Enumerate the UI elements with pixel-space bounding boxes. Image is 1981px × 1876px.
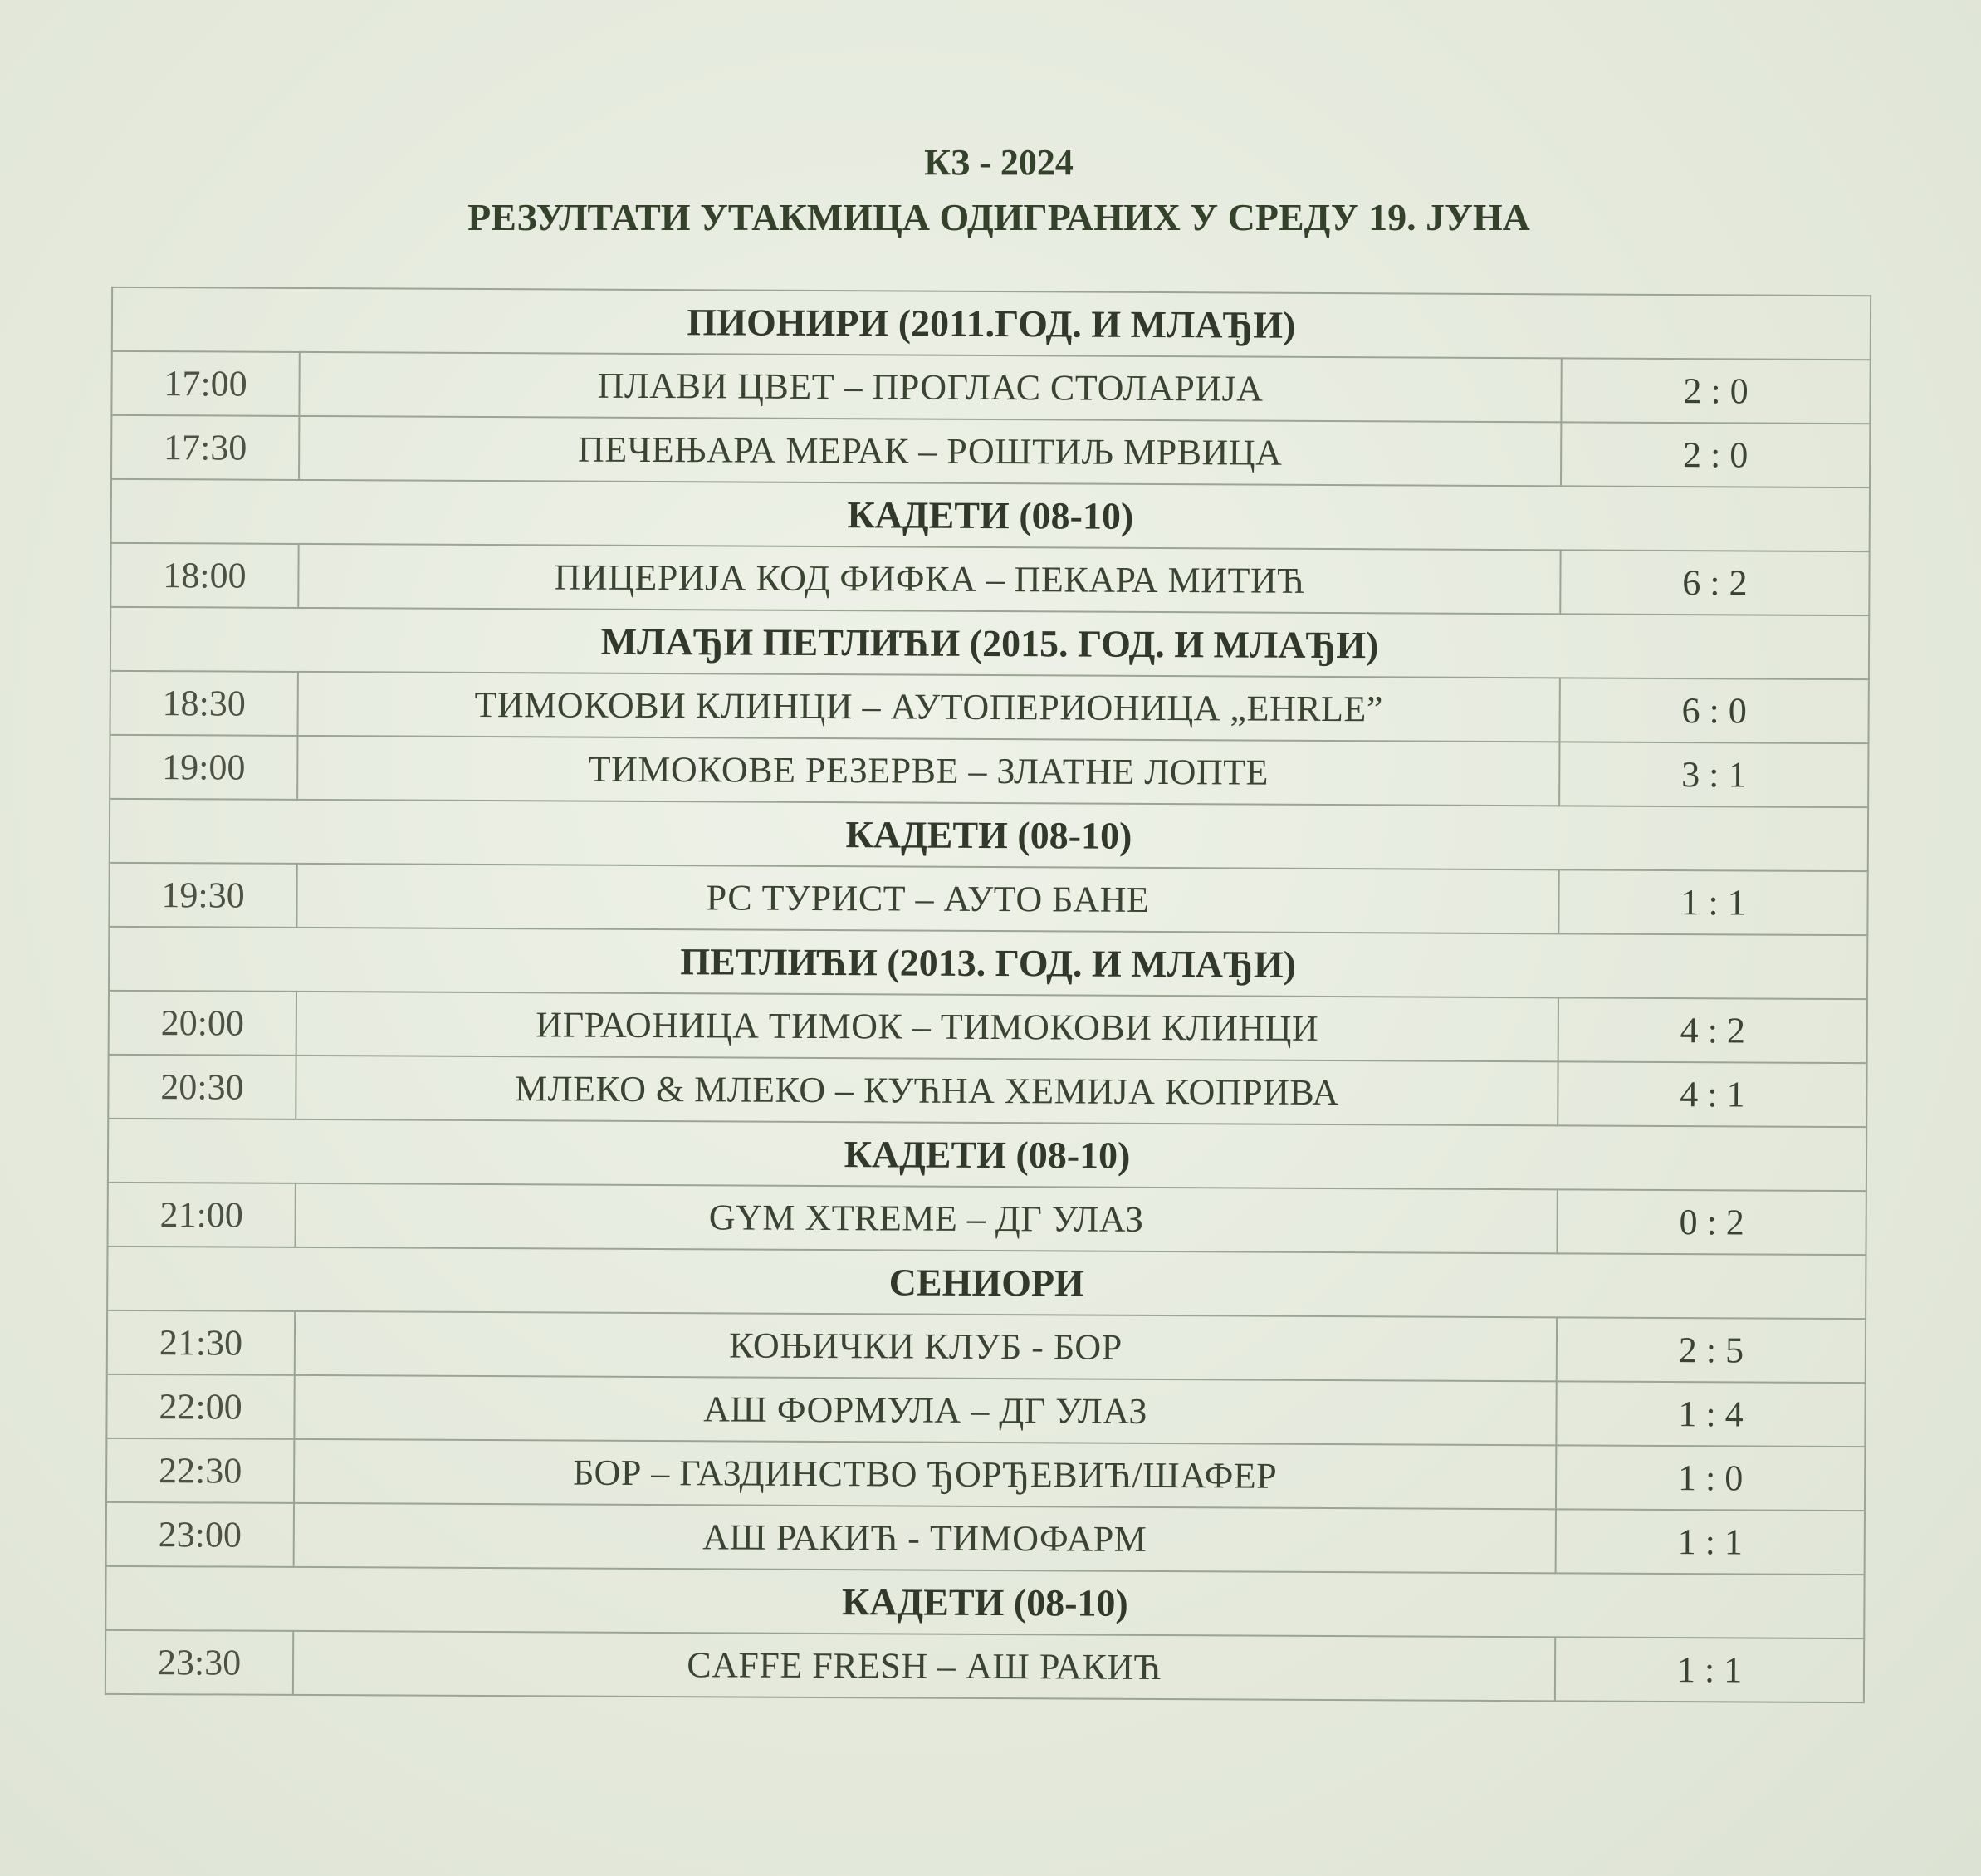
match-teams: ПЛАВИ ЦВЕТ – ПРОГЛАС СТОЛАРИЈА [299, 352, 1561, 422]
match-row [110, 735, 1868, 807]
match-teams: БОР – ГАЗДИНСТВО ЂОРЂЕВИЋ/ШАФЕР [294, 1439, 1556, 1509]
section-title: МЛАЂИ ПЕТЛИЋИ (2015. ГОД. И МЛАЂИ) [110, 607, 1869, 679]
match-row [109, 991, 1867, 1063]
match-score: 2 : 5 [1557, 1317, 1866, 1383]
match-row [106, 1438, 1865, 1511]
match-time: 17:30 [111, 415, 299, 480]
match-teams: CAFFE FRESH – АШ РАКИЋ [293, 1631, 1555, 1701]
section-title: ПИОНИРИ (2011.ГОД. И МЛАЂИ) [112, 287, 1871, 360]
match-teams: ИГРАОНИЦА ТИМОК – ТИМОКОВИ КЛИНЦИ [296, 992, 1558, 1061]
match-score: 6 : 2 [1560, 550, 1869, 615]
match-row [110, 543, 1869, 615]
section-title: КАДЕТИ (08-10) [105, 1566, 1864, 1638]
match-score: 1 : 1 [1556, 1509, 1865, 1575]
match-score: 6 : 0 [1559, 678, 1868, 743]
match-score: 4 : 1 [1558, 1061, 1866, 1127]
match-score: 1 : 0 [1556, 1445, 1865, 1511]
match-time: 19:30 [109, 863, 296, 928]
match-time: 22:00 [106, 1374, 294, 1439]
match-row [108, 1055, 1866, 1127]
match-time: 20:00 [109, 991, 296, 1056]
match-time: 20:30 [108, 1055, 296, 1119]
section-title: ПЕТЛИЋИ (2013. ГОД. И МЛАЂИ) [109, 927, 1867, 999]
match-score: 3 : 1 [1559, 742, 1868, 807]
page-title: КЗ - 2024 [924, 142, 1074, 183]
match-row [108, 1183, 1866, 1255]
match-score: 2 : 0 [1561, 358, 1870, 424]
match-teams: АШ РАКИЋ - ТИМОФАРМ [294, 1503, 1556, 1573]
section-header-row [111, 479, 1870, 551]
match-teams: КОЊИЧКИ КЛУБ - БОР [295, 1311, 1557, 1381]
match-teams: АШ ФОРМУЛА – ДГ УЛАЗ [294, 1375, 1556, 1445]
match-time: 17:00 [111, 351, 299, 416]
match-row [110, 671, 1869, 743]
section-header-row [112, 287, 1871, 360]
match-teams: МЛЕКО & МЛЕКО – КУЋНА ХЕМИЈА КОПРИВА [296, 1056, 1558, 1125]
section-title: КАДЕТИ (08-10) [108, 1119, 1866, 1191]
match-teams: ТИМОКОВИ КЛИНЦИ – АУТОПЕРИОНИЦА „EHRLE” [298, 672, 1560, 742]
match-score: 4 : 2 [1558, 997, 1867, 1063]
page-subtitle: РЕЗУЛТАТИ УТАКМИЦА ОДИГРАНИХ У СРЕДУ 19. ЈУНА [467, 196, 1530, 238]
match-time: 18:30 [110, 671, 298, 736]
match-score: 1 : 4 [1556, 1381, 1865, 1447]
match-row [109, 863, 1867, 935]
match-teams: ТИМОКОВЕ РЕЗЕРВЕ – ЗЛАТНЕ ЛОПТЕ [297, 736, 1559, 806]
match-time: 21:00 [108, 1183, 296, 1247]
section-header-row [107, 1247, 1866, 1319]
match-score: 0 : 2 [1557, 1189, 1866, 1255]
match-row [111, 351, 1870, 424]
match-teams: ПЕЧЕЊАРА МЕРАК – РОШТИЉ МРВИЦА [299, 416, 1561, 486]
match-time: 21:30 [107, 1310, 295, 1375]
section-header-row [110, 799, 1868, 871]
section-header-row [108, 1119, 1866, 1191]
section-header-row [109, 927, 1867, 999]
match-row [106, 1502, 1865, 1575]
match-row [111, 415, 1870, 487]
section-title: СЕНИОРИ [107, 1247, 1866, 1319]
match-teams: РС ТУРИСТ – АУТО БАНЕ [296, 864, 1558, 933]
results-table [105, 287, 1871, 1703]
match-time: 23:00 [106, 1502, 294, 1567]
match-time: 22:30 [106, 1438, 294, 1503]
section-title: КАДЕТИ (08-10) [110, 799, 1868, 871]
match-teams: ПИЦЕРИЈА КОД ФИФКА – ПЕКАРА МИТИЋ [298, 544, 1560, 614]
match-score: 2 : 0 [1561, 422, 1870, 487]
match-row [105, 1630, 1864, 1702]
match-teams: GYM XTREME – ДГ УЛАЗ [296, 1183, 1558, 1253]
match-score: 1 : 1 [1555, 1637, 1864, 1702]
document-header [0, 137, 1981, 247]
match-row [107, 1310, 1866, 1383]
match-row [106, 1374, 1865, 1447]
match-time: 23:30 [105, 1630, 293, 1695]
section-title: КАДЕТИ (08-10) [111, 479, 1870, 551]
match-time: 19:00 [110, 735, 297, 800]
section-header-row [105, 1566, 1864, 1638]
match-time: 18:00 [110, 543, 298, 608]
section-header-row [110, 607, 1869, 679]
match-score: 1 : 1 [1558, 869, 1867, 935]
